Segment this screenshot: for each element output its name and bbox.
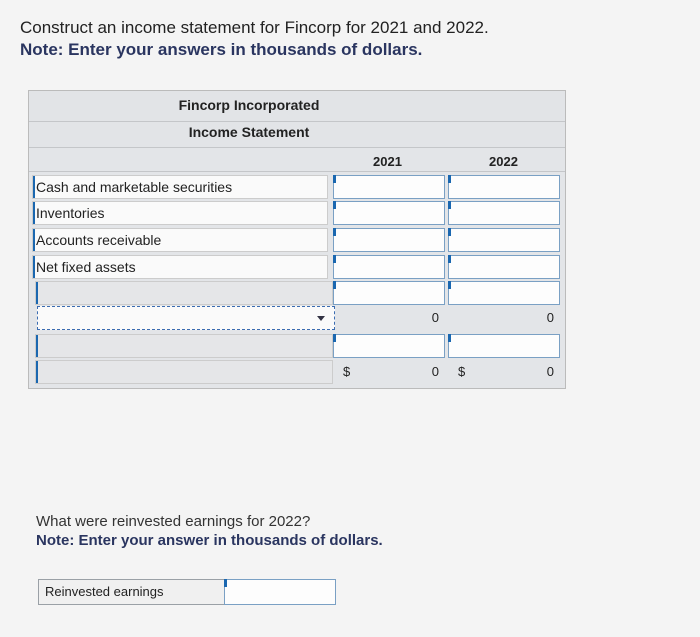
input-blank-2-2022[interactable]: [448, 334, 560, 358]
input-blank-1-2022[interactable]: [448, 281, 560, 305]
chevron-down-icon: [317, 316, 325, 321]
input-inventories-2022[interactable]: [448, 201, 560, 225]
row-label-inventories: Inventories: [32, 201, 328, 225]
input-receivables-2021[interactable]: [333, 228, 445, 252]
input-blank-1-2021[interactable]: [333, 281, 445, 305]
instruction-text: Construct an income statement for Fincorp for 2021 and 2022.: [20, 18, 489, 37]
column-header-2022: 2022: [489, 154, 518, 169]
instructions: [20, 17, 489, 61]
company-name: Fincorp Incorporated: [178, 97, 320, 113]
input-inventories-2021[interactable]: [333, 201, 445, 225]
instruction-note: Note: Enter your answers in thousands of dollars.: [20, 40, 423, 59]
account-dropdown[interactable]: [37, 306, 335, 330]
row-blank-label-2[interactable]: [35, 334, 333, 358]
reinvested-earnings-input[interactable]: [224, 579, 336, 605]
input-cash-2021[interactable]: [333, 175, 445, 199]
input-fixed-assets-2021[interactable]: [333, 255, 445, 279]
input-cash-2022[interactable]: [448, 175, 560, 199]
row-label-cash: Cash and marketable securities: [32, 175, 328, 199]
reinvested-earnings-label: Reinvested earnings: [38, 579, 225, 605]
total-2021: $ 0: [333, 360, 445, 384]
question-block: [36, 512, 383, 550]
row-label-fixed-assets: Net fixed assets: [32, 255, 328, 279]
subtotal-2021: 0: [431, 310, 439, 325]
input-fixed-assets-2022[interactable]: [448, 255, 560, 279]
subtotal-2022: 0: [546, 310, 554, 325]
question-text: What were reinvested earnings for 2022?: [36, 513, 311, 530]
currency-2022: $: [458, 364, 466, 379]
input-receivables-2022[interactable]: [448, 228, 560, 252]
question-note: Note: Enter your answer in thousands of dollars.: [36, 532, 383, 549]
row-label-receivables: Accounts receivable: [32, 228, 328, 252]
input-blank-2-2021[interactable]: [333, 334, 445, 358]
income-statement-table: [28, 90, 566, 389]
statement-title: Income Statement: [188, 124, 310, 140]
row-blank-label-1[interactable]: [35, 281, 333, 305]
currency-2021: $: [343, 364, 351, 379]
column-header-2021: 2021: [373, 154, 402, 169]
total-2022: $ 0: [448, 360, 560, 384]
row-total-label[interactable]: [35, 360, 333, 384]
